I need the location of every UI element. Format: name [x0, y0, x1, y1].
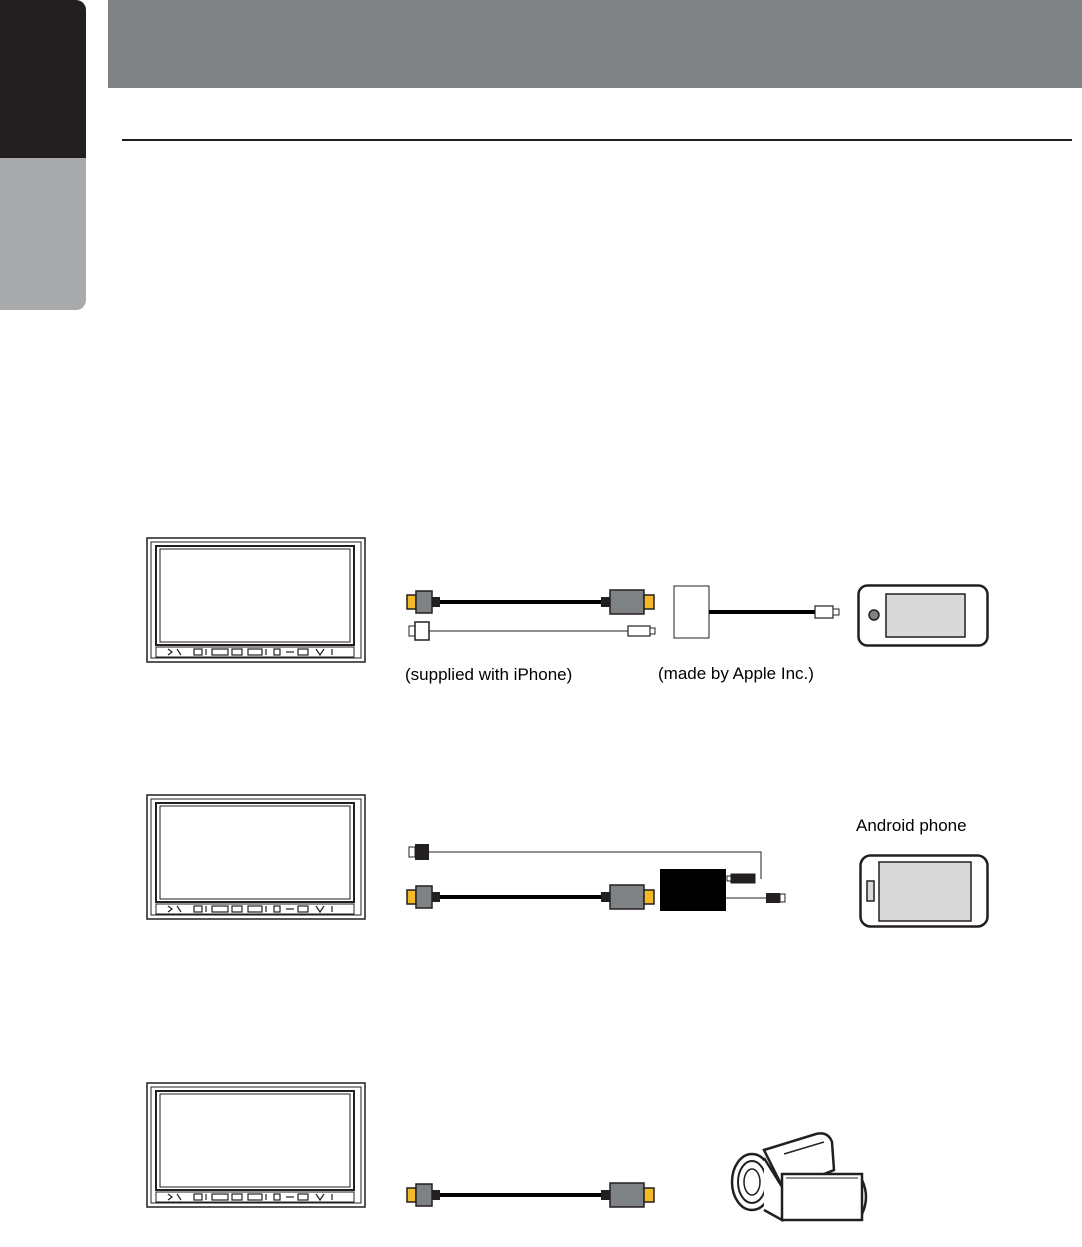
- hdmi-cable-icon: [407, 1181, 657, 1211]
- adapter-caption: (made by Apple Inc.): [658, 664, 814, 683]
- lightning-cable-icon: [409, 621, 659, 641]
- head-unit-icon: [146, 794, 366, 920]
- iphone-icon: [857, 584, 989, 647]
- section-rule: [122, 139, 1072, 141]
- android-phone-caption: Android phone: [856, 816, 967, 835]
- hdmi-cable-icon: [407, 588, 657, 618]
- camcorder-icon: [724, 1130, 874, 1226]
- mhl-adapter-icon: [660, 868, 790, 912]
- android-phone-icon: [859, 854, 989, 928]
- head-unit-icon: [146, 1082, 366, 1208]
- head-unit-icon: [146, 537, 366, 663]
- header-bar: [108, 0, 1082, 88]
- lightning-cable-caption: (supplied with iPhone): [405, 665, 573, 684]
- index-tab-light: [0, 158, 86, 310]
- hdmi-cable-icon: [407, 883, 657, 913]
- av-adapter-icon: [673, 585, 845, 640]
- index-tab-dark: [0, 0, 86, 158]
